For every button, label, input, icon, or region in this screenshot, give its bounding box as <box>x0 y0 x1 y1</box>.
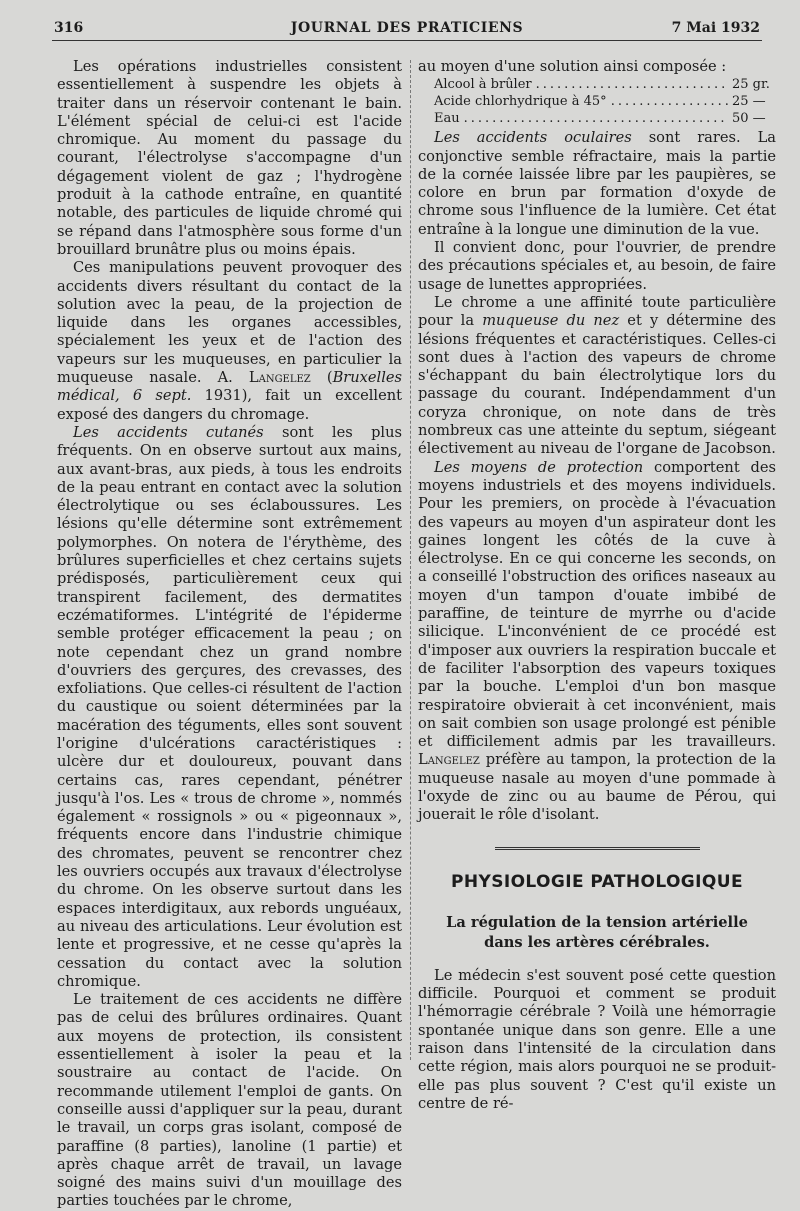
paragraph-lead: Les accidents oculaires <box>434 129 632 147</box>
recipe-ingredient: Alcool à brûler <box>434 77 532 93</box>
section-rule <box>495 847 700 853</box>
text-run: comportent des moyens industriels et des moyens individuels. Pour les premiers, on procède à l'évacuation des vapeurs au moyen d'un aspirateur dont les gaines longent les côtés de la cuve à électrolyse. En ce qui concerne les seconds, on a conseillé l'obstruction des orifices naseaux au moyen d'un tampon d'ouate imbibé de paraffine, de teinture de myrrhe ou d'acide silicique. L'inconvénient de ce procédé est d'imposer aux ouvriers la respiration buccale et de faciliter l'absorption des vapeurs toxiques par la bouche. L'emploi d'un bon masque respiratoire obvierait à cet inconvénient, mais on sait combien son usage prolongé est pénible et difficilement admis par les travailleurs. <box>418 458 776 751</box>
recipe-row <box>434 93 776 110</box>
paragraph-accidents-overview <box>57 259 402 424</box>
source-citation: Bruxelles médical, 6 sept. <box>57 369 402 405</box>
text-run: 1931), fait un excellent exposé des dangers du chromage. <box>57 387 402 423</box>
author-name: Langelez <box>418 751 480 769</box>
paragraph-eye-accidents <box>418 129 776 239</box>
emphasis: muqueuse du nez <box>482 312 620 330</box>
paragraph-solution-intro: au moyen d'une solution ainsi composée : <box>418 58 727 75</box>
text-run: ( <box>310 369 333 387</box>
author-name: Langelez <box>248 369 311 387</box>
recipe-row <box>434 110 776 127</box>
recipe-quantity: 25 gr. <box>732 77 770 93</box>
paragraph-lead: Les accidents cutanés <box>73 423 264 441</box>
running-header <box>52 18 762 41</box>
issue-date: 7 Mai 1932 <box>671 20 760 36</box>
article-title-line: dans les artères cérébrales. <box>484 933 710 951</box>
paragraph-nasal-mucosa <box>418 294 776 459</box>
recipe-quantity: 25 — <box>732 94 766 110</box>
leader-dots <box>536 76 728 93</box>
recipe-table <box>434 76 776 127</box>
paragraph-skin-accidents <box>57 424 402 991</box>
recipe-ingredient: Eau <box>434 111 460 127</box>
recipe-row <box>434 76 776 93</box>
paragraph-protection <box>418 459 776 825</box>
text-run: Ces manipulations peuvent provoquer des accidents divers résultant du contact de la solution avec la peau, de la projection de liquide dans les organes accessibles, spécialement les yeux et de l'action des vapeurs sur les muqueuses, en particulier la muqueuse nasale. A. <box>57 259 402 387</box>
right-column <box>418 58 776 1112</box>
paragraph-treatment: Le traitement de ces accidents ne diffère pas de celui des brûlures ordinaires. Quant aux moyens de protection, ils consistent essentiellement à isoler la peau et la soustraire au contact de l'acide. On recommande utilement l'emploi de gants. On conseille aussi d'appliquer sur la peau, durant le travail, un corps gras isolant, composé de paraffine (8 parties), lanoline (1 partie) et après chaque arrêt de travail, un lavage soigné des mains suivi d'un mouillage des parties touchées par le chrome, <box>57 991 402 1210</box>
section-title: PHYSIOLOGIE PATHOLOGIQUE <box>451 871 743 892</box>
text-run: préfère au tampon, la protection de la muqueuse nasale au moyen d'une pommade à l'oxyde de zinc ou au baume de Pérou, qui jouerait le rôle d'isolant. <box>418 751 776 824</box>
leader-dots <box>464 110 728 127</box>
paragraph-industrial-operations: Les opérations industrielles consistent essentiellement à suspendre les objets à traiter dans un réservoir contenant le bain. L'élément spécial de celui-ci est l'acide chromique. Au moment du passage du courant, l'électrolyse s'accompagne d'un dégagement violent de gaz ; l'hydrogène produit à la cathode entraîne, en quantité notable, des particules de liquide chromé qui se répand dans l'atmosphère sous forme d'un brouillard brunâtre plus ou moins épais. <box>57 58 402 258</box>
paragraph-precautions: Il convient donc, pour l'ouvrier, de prendre des précautions spéciales et, au besoin, de faire usage de lunettes appropriées. <box>418 239 776 293</box>
text-run: sont rares. La conjonctive semble réfractaire, mais la partie de la cornée laissée libre par les paupières, se colore en brun par formation d'oxyde de chrome sous l'influence de la lumière. Cet état entraîne à la longue une diminution de la vue. <box>418 129 776 238</box>
text-run: Le chrome a une affinité toute particulière pour la <box>418 293 776 330</box>
leader-dots <box>611 93 728 110</box>
text-run: et y détermine des lésions fréquentes et caractéristiques. Celles-ci sont dues à l'action des vapeurs de chrome s'échappant du bain électrolytique lors du passage du courant. Indépendamment d'un coryza chronique, on note dans de très nombreux cas une atteinte du septum, siégeant électivement au niveau de l'organe de Jacobson. <box>418 312 776 458</box>
recipe-ingredient: Acide chlorhydrique à 45° <box>434 94 607 110</box>
paragraph-hemorrhage: Le médecin s'est souvent posé cette question difficile. Pourquoi et comment se produit l'hémorragie cérébrale ? Voilà une hémorragie spontanée unique dans son genre. Elle a une raison dans l'intensité de la circulation dans cette région, mais alors pourquoi ne se produit-elle pas plus souvent ? C'est qu'il existe un centre de ré- <box>418 966 776 1112</box>
page-number: 316 <box>54 20 84 36</box>
article-title-line: La régulation de la tension artérielle <box>446 913 748 931</box>
journal-title: JOURNAL DES PRATICIENS <box>290 20 524 36</box>
article-title <box>428 913 766 953</box>
column-divider <box>410 60 411 1060</box>
paragraph-lead: Les moyens de protection <box>434 458 644 476</box>
recipe-quantity: 50 — <box>732 111 766 127</box>
text-run: sont les plus fréquents. On en observe surtout aux mains, aux avant-bras, aux pieds, à tous les endroits de la peau entrant en contact avec la solution électrolytique ou ses éclaboussures. Les lésions qu'elle détermine sont extrêmement polymorphes. On notera de l'érythème, des brûlures superficielles et chez certains sujets prédisposés, particulièrement ceux qui transpirent facilement, des dermatites eczématiformes. L'intégrité de l'épiderme semble protéger efficacement la peau ; on note cependant chez un grand nombre d'ouvriers des gerçures, des crevasses, des exfoliations. Que celles-ci résultent de l'action du caustique ou soient déterminées par la macération des téguments, elles sont souvent l'origine d'ulcérations caractéristiques : ulcère dur et douloureux, pouvant dans certains cas, rares cependant, pénétrer jusqu'à l'os. Les « trous de chrome », nommés également « rossignols » ou « pigeonnaux », fréquents encore dans l'industrie chimique des chromates, peuvent se rencontrer chez les ouvriers occupés aux travaux d'électrolyse du chrome. On les observe surtout dans les espaces interdigitaux, aux rebords unguéaux, au niveau des articulations. Leur évolution est lente et progressive, et ne cesse qu'après la cessation du contact avec la solution chromique. <box>57 423 402 990</box>
left-column <box>57 58 402 1210</box>
